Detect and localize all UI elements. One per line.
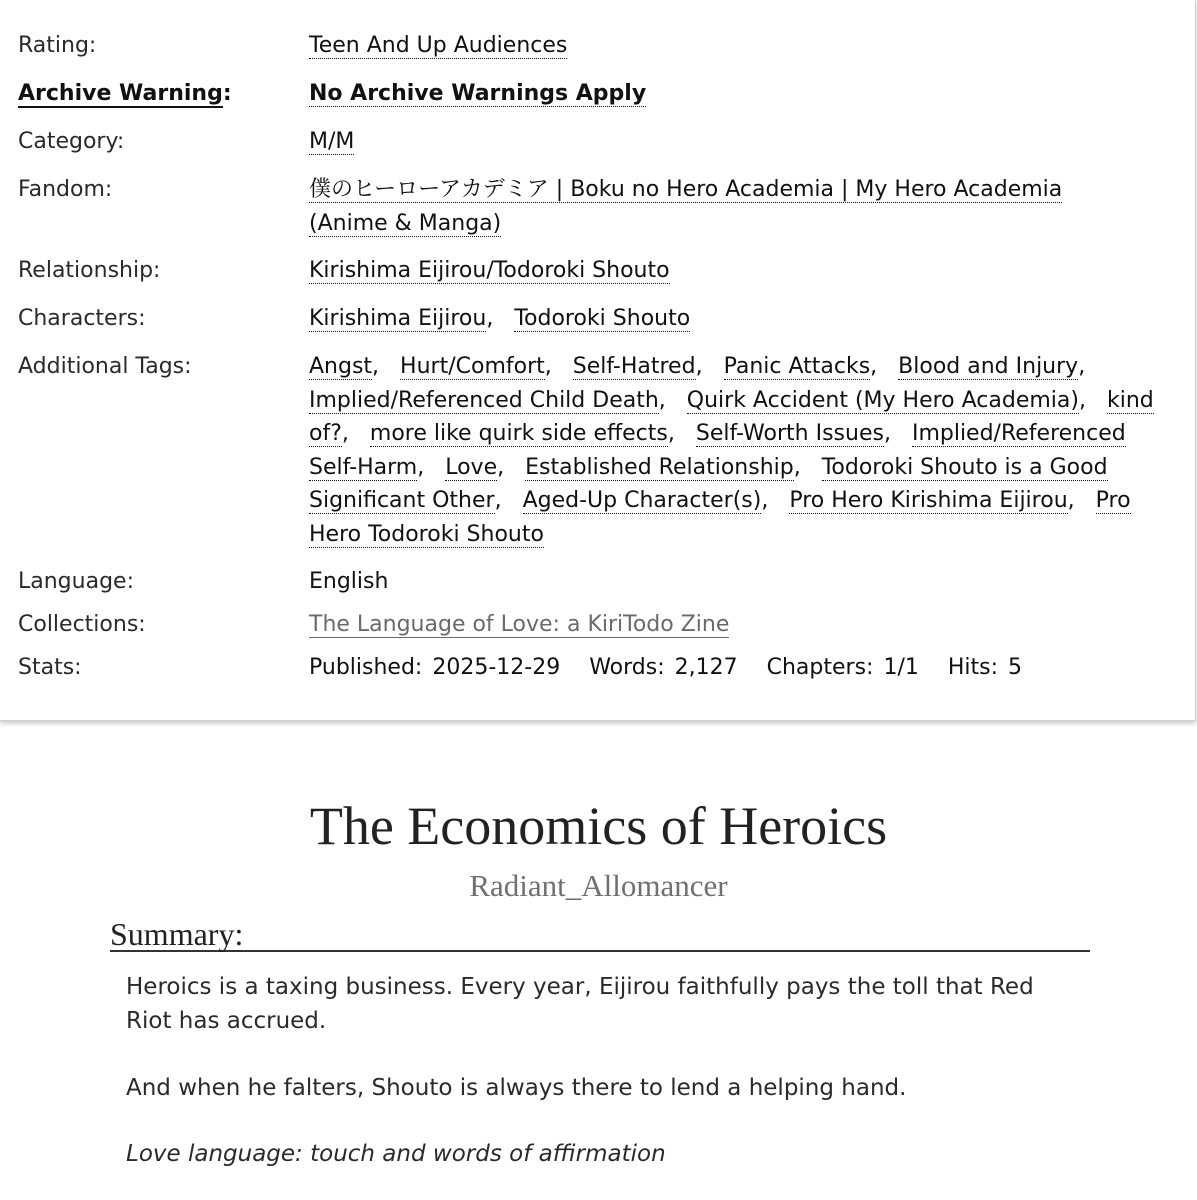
summary-paragraph: Heroics is a taxing business. Every year, Eijirou faithfully pays the toll that Red Riot has accrued. [126,974,1034,1034]
character-tag[interactable]: Kirishima Eijirou [309,306,487,331]
stat-published: Published: 2025-12-29 [309,655,561,680]
freeform-tag[interactable]: Love [445,454,498,480]
freeform-tag[interactable]: more like quirk side effects [369,421,668,447]
stats-values [309,651,1169,685]
language-label: Language: [18,569,134,594]
freeform-tag[interactable]: Implied/Referenced Self-Harm [309,421,1126,480]
archive-warning-colon: : [222,81,232,106]
additional-tags-label: Additional Tags: [18,354,192,379]
summary-paragraph: Love language: touch and words of affirmation [126,1141,666,1167]
warning-tag[interactable]: No Archive Warnings Apply [309,81,647,106]
relationship-tag[interactable]: Kirishima Eijirou/Todoroki Shouto [309,258,670,283]
freeform-tag[interactable]: Hurt/Comfort [400,354,545,379]
fandom-tag[interactable]: 僕のヒーローアカデミア | Boku no Hero Academia | My Hero Academia (Anime & Manga) [309,177,1063,236]
category-tag[interactable]: M/M [309,129,355,154]
stat-chapters: Chapters: 1/1 [766,655,919,680]
freeform-tag[interactable]: Aged-Up Character(s) [522,488,762,514]
freeform-tag[interactable]: Implied/Referenced Child Death [309,387,659,413]
freeform-tag[interactable]: Angst [309,354,373,379]
character-tag[interactable]: Todoroki Shouto [514,306,691,331]
summary-heading: Summary: [110,914,1090,952]
freeform-tag[interactable]: Established Relationship [525,454,794,480]
work-title: The Economics of Heroics [309,796,888,856]
freeform-tag[interactable]: Self-Worth Issues [695,421,884,447]
freeform-tag[interactable]: Pro Hero Kirishima Eijirou [789,488,1068,514]
freeform-tag[interactable]: Blood and Injury [898,354,1079,379]
rating-tag[interactable]: Teen And Up Audiences [309,33,568,58]
characters-label: Characters: [18,306,146,331]
language-value: English [309,569,389,594]
freeform-tag[interactable]: Quirk Accident (My Hero Academia) [686,387,1079,413]
collections-label: Collections: [18,612,146,637]
freeform-tag[interactable]: kind of? [309,387,1154,447]
freeform-tag[interactable]: Self-Hatred [572,354,696,379]
freeform-tag[interactable]: Todoroki Shouto is a Good Significant Other [309,454,1108,514]
freeform-tag[interactable]: Pro Hero Todoroki Shouto [309,488,1131,547]
relationship-label: Relationship: [18,258,161,283]
stat-hits: Hits: 5 [947,655,1023,680]
category-label: Category: [18,129,125,154]
stat-words: Words: 2,127 [589,655,738,680]
stats-label: Stats: [18,655,82,680]
work-author[interactable]: Radiant_Allomancer [469,868,728,903]
archive-warning-label[interactable]: Archive Warning [18,81,223,106]
freeform-tag[interactable]: Panic Attacks [723,354,871,379]
collection-link[interactable]: The Language of Love: a KiriTodo Zine [309,612,730,637]
summary-paragraph: And when he falters, Shouto is always there to lend a helping hand. [126,1075,907,1101]
fandom-label: Fandom: [18,177,113,202]
work-meta-panel: Rating: Teen And Up Audiences Archive Warning: No Archive Warnings Apply Category: M/M Fandom: 僕のヒーローアカデミア | Boku no Hero Academia | My Hero Academia (Anime & Manga) Relationship: Kirishima Eijirou/Todoroki Shouto Characters: Kirishima Eijirou, Todoroki Shouto Additional Tags: Angst, Hurt/Comfort, Self-Hatred, Panic Attacks, Blood and Injury, Implied/Referenced Child Death, Quirk Accident (My Hero Academia), kind of?, more like quirk side effects, Self-Worth Issues, Implied/Referenced Self-Harm, Love, Established Relationship, Todoroki Shouto is a Good Significant Other, Aged-Up Character(s), Pro Hero Kirishima Eijirou, Pro Hero Todoroki Shouto Language: English Collections: The Language of Love: a KiriTodo Zine Stats: Published: 2025-12-29 Words: 2,127 Chapters: 1/1 Hits: 5 [0,0,1196,721]
rating-label: Rating: [18,33,97,58]
